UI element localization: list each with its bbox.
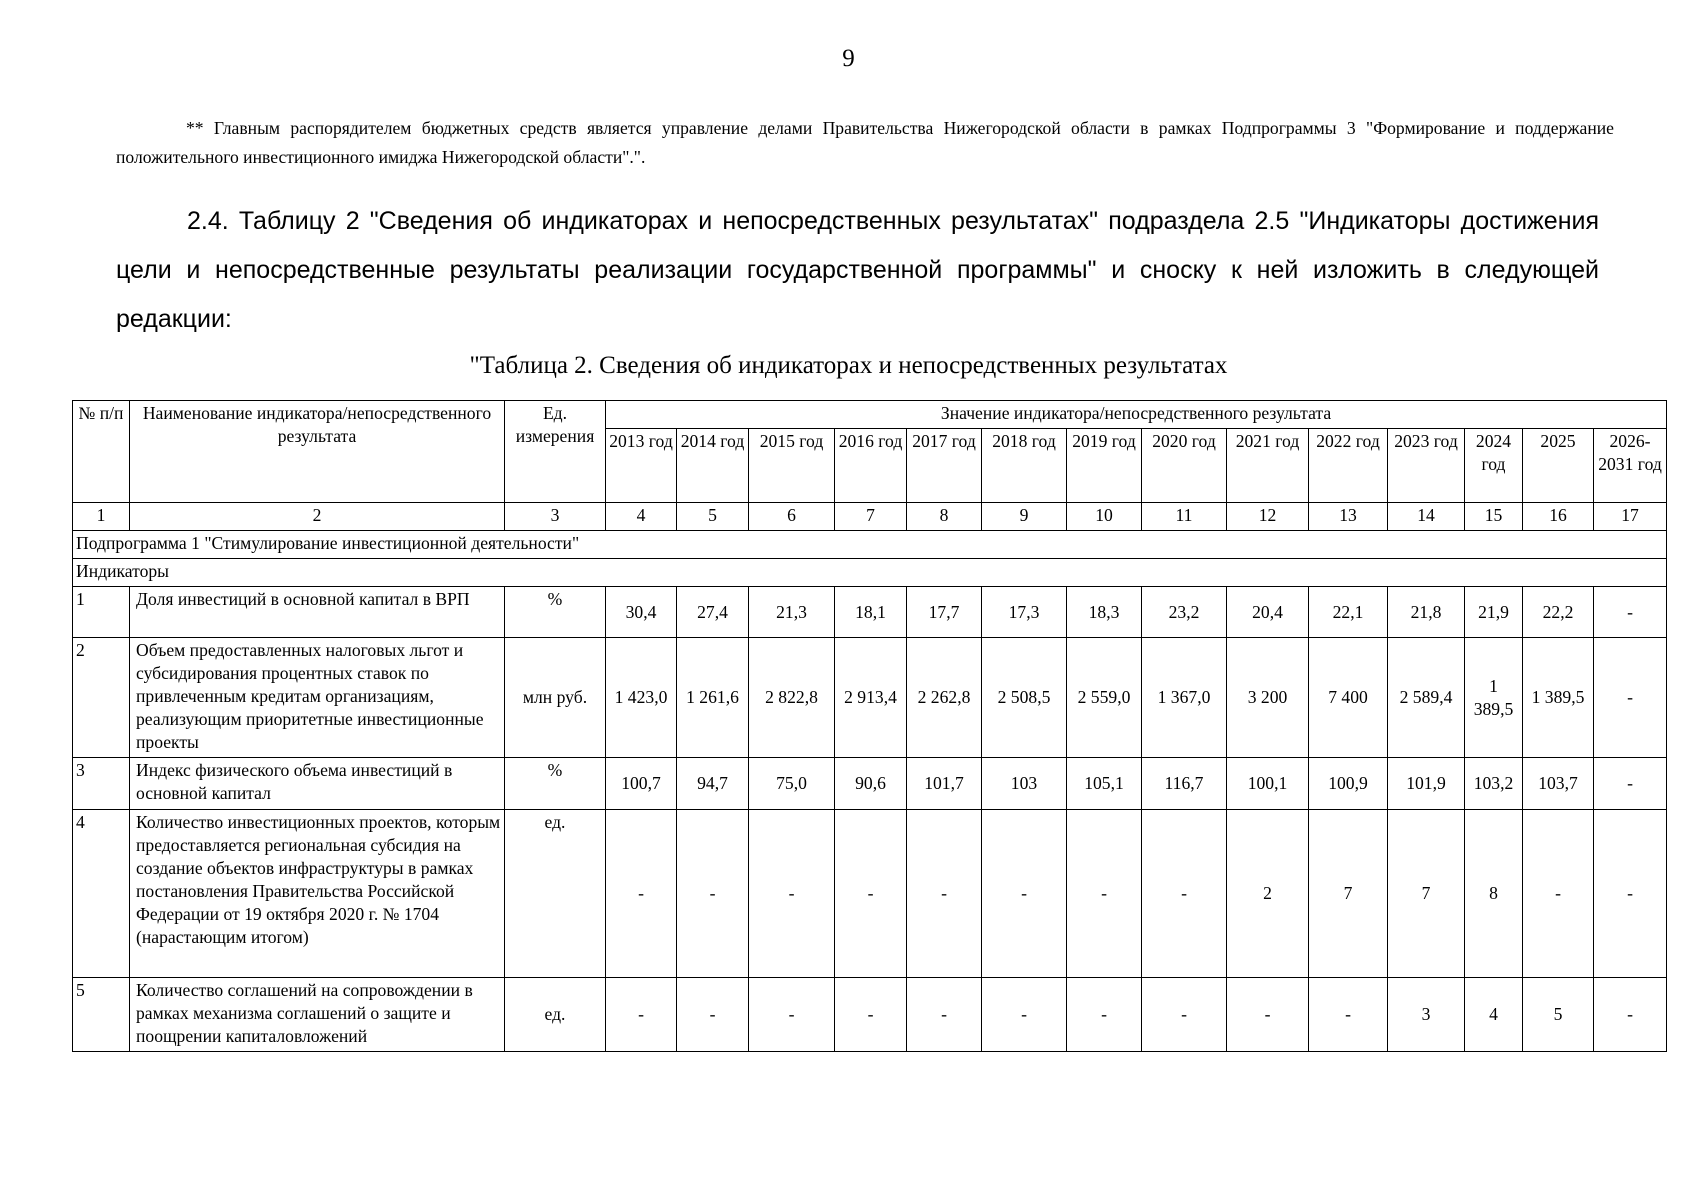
column-number: 7 (835, 503, 907, 531)
indicator-value: - (1067, 978, 1142, 1052)
table-row (73, 810, 1667, 978)
indicator-value: 101,9 (1388, 758, 1465, 810)
table-row (73, 638, 1667, 758)
indicator-value: 1 389,5 (1465, 638, 1523, 758)
indicator-value: 22,2 (1523, 587, 1594, 638)
page-number: 9 (842, 45, 855, 72)
header-year: 2023 год (1388, 429, 1465, 503)
indicator-value: - (677, 978, 749, 1052)
indicator-unit: млн руб. (505, 638, 606, 758)
table-row (73, 758, 1667, 810)
indicator-name: Количество соглашений на сопровождении в рамках механизма соглашений о защите и поощрении капиталовложений (130, 978, 505, 1052)
indicator-value: 1 389,5 (1523, 638, 1594, 758)
indicator-value: 21,3 (749, 587, 835, 638)
subprogram-title: Подпрограмма 1 "Стимулирование инвестиционной деятельности" (73, 531, 1667, 559)
column-number: 17 (1594, 503, 1667, 531)
indicator-value: 4 (1465, 978, 1523, 1052)
subprogram-row (73, 531, 1667, 559)
indicators-section-row (73, 559, 1667, 587)
indicator-value: 100,1 (1227, 758, 1309, 810)
indicator-name: Доля инвестиций в основной капитал в ВРП (130, 587, 505, 638)
indicator-value: - (1594, 587, 1667, 638)
header-year: 2026-2031 год (1594, 429, 1667, 503)
indicator-value: - (1227, 978, 1309, 1052)
indicator-value: 23,2 (1142, 587, 1227, 638)
indicator-value: - (1594, 810, 1667, 978)
header-year: 2017 год (907, 429, 982, 503)
header-year: 2019 год (1067, 429, 1142, 503)
header-year: 2025 (1523, 429, 1594, 503)
column-number: 5 (677, 503, 749, 531)
column-number: 15 (1465, 503, 1523, 531)
indicator-value: - (1142, 978, 1227, 1052)
indicator-value: 100,9 (1309, 758, 1388, 810)
indicator-value: 7 (1388, 810, 1465, 978)
indicator-value: 1 261,6 (677, 638, 749, 758)
indicator-value: 7 (1309, 810, 1388, 978)
indicator-value: - (606, 978, 677, 1052)
indicator-value: 2 913,4 (835, 638, 907, 758)
indicator-unit: ед. (505, 978, 606, 1052)
indicators-table-wrapper (72, 400, 1666, 1052)
indicator-unit: ед. (505, 810, 606, 978)
column-number: 10 (1067, 503, 1142, 531)
indicator-value: 103,2 (1465, 758, 1523, 810)
table-row (73, 587, 1667, 638)
indicator-value: 8 (1465, 810, 1523, 978)
header-num: № п/п (73, 401, 130, 503)
indicator-value: 2 508,5 (982, 638, 1067, 758)
indicator-value: 94,7 (677, 758, 749, 810)
indicator-value: 105,1 (1067, 758, 1142, 810)
indicator-value: - (982, 978, 1067, 1052)
indicator-value: 27,4 (677, 587, 749, 638)
column-number: 6 (749, 503, 835, 531)
indicator-value: 3 (1388, 978, 1465, 1052)
indicator-value: 103 (982, 758, 1067, 810)
header-year: 2018 год (982, 429, 1067, 503)
indicator-value: 20,4 (1227, 587, 1309, 638)
column-number: 16 (1523, 503, 1594, 531)
footnote: ** Главным распорядителем бюджетных средств является управление делами Правительства Нижегородской области в рамках Подпрограммы 3 "Формирование и поддержание положительного инвестиционного имиджа Нижегородской области".". (116, 118, 1614, 167)
indicator-unit: % (505, 758, 606, 810)
row-number: 4 (73, 810, 130, 978)
column-number: 14 (1388, 503, 1465, 531)
indicator-name: Индекс физического объема инвестиций в основной капитал (130, 758, 505, 810)
indicator-value: - (1594, 758, 1667, 810)
indicator-value: 100,7 (606, 758, 677, 810)
header-year: 2024 год (1465, 429, 1523, 503)
column-number: 11 (1142, 503, 1227, 531)
indicator-value: 3 200 (1227, 638, 1309, 758)
indicator-value: - (835, 978, 907, 1052)
column-number: 4 (606, 503, 677, 531)
column-number: 2 (130, 503, 505, 531)
indicator-value: 18,1 (835, 587, 907, 638)
indicator-value: - (835, 810, 907, 978)
indicator-value: 2 262,8 (907, 638, 982, 758)
indicator-value: 2 559,0 (1067, 638, 1142, 758)
indicator-value: - (1594, 978, 1667, 1052)
indicator-value: 101,7 (907, 758, 982, 810)
indicator-value: 18,3 (1067, 587, 1142, 638)
column-number: 1 (73, 503, 130, 531)
indicator-value: - (1309, 978, 1388, 1052)
table-title: "Таблица 2. Сведения об индикаторах и непосредственных результатах (469, 352, 1228, 379)
column-number: 3 (505, 503, 606, 531)
indicator-value: - (749, 978, 835, 1052)
indicator-value: - (606, 810, 677, 978)
header-year: 2022 год (1309, 429, 1388, 503)
column-number: 13 (1309, 503, 1388, 531)
indicator-value: 17,7 (907, 587, 982, 638)
header-year: 2021 год (1227, 429, 1309, 503)
header-year: 2014 год (677, 429, 749, 503)
header-year: 2015 год (749, 429, 835, 503)
header-year: 2020 год (1142, 429, 1227, 503)
indicator-value: 7 400 (1309, 638, 1388, 758)
indicator-rows (73, 587, 1667, 1052)
header-value-group: Значение индикатора/непосредственного результата (606, 401, 1667, 429)
column-number: 12 (1227, 503, 1309, 531)
indicator-value: 2 (1227, 810, 1309, 978)
header-unit: Ед. измерения (505, 401, 606, 503)
indicator-value: 5 (1523, 978, 1594, 1052)
indicator-name: Количество инвестиционных проектов, которым предоставляется региональная субсидия на создание объектов инфраструктуры в рамках постановления Правительства Российской Федерации от 19 октября 2020 г. № 1704 (нарастающим итогом) (130, 810, 505, 978)
indicator-value: - (1523, 810, 1594, 978)
indicator-value: 17,3 (982, 587, 1067, 638)
indicator-value: 2 589,4 (1388, 638, 1465, 758)
indicator-value: 103,7 (1523, 758, 1594, 810)
indicator-value: - (1067, 810, 1142, 978)
indicator-unit: % (505, 587, 606, 638)
indicator-value: 75,0 (749, 758, 835, 810)
row-number: 2 (73, 638, 130, 758)
indicator-value: - (677, 810, 749, 978)
indicator-value: - (1142, 810, 1227, 978)
indicator-value: 21,8 (1388, 587, 1465, 638)
header-name: Наименование индикатора/непосредственного результата (130, 401, 505, 503)
indicator-name: Объем предоставленных налоговых льгот и субсидирования процентных ставок по привлеченным кредитам организациям, реализующим приоритетные инвестиционные проекты (130, 638, 505, 758)
table-header-row (73, 401, 1667, 429)
indicator-value: 30,4 (606, 587, 677, 638)
indicator-value: 1 367,0 (1142, 638, 1227, 758)
indicators-table (72, 400, 1667, 1052)
indicator-value: 2 822,8 (749, 638, 835, 758)
row-number: 1 (73, 587, 130, 638)
indicator-value: - (1594, 638, 1667, 758)
indicator-value: 22,1 (1309, 587, 1388, 638)
column-number: 9 (982, 503, 1067, 531)
indicator-value: - (907, 978, 982, 1052)
row-number: 5 (73, 978, 130, 1052)
indicator-value: - (907, 810, 982, 978)
table-row (73, 978, 1667, 1052)
indicator-value: 21,9 (1465, 587, 1523, 638)
indicator-value: 116,7 (1142, 758, 1227, 810)
indicator-value: - (982, 810, 1067, 978)
indicators-label: Индикаторы (73, 559, 1667, 587)
column-numbers-row (73, 503, 1667, 531)
indicator-value: 1 423,0 (606, 638, 677, 758)
body-paragraph: 2.4. Таблицу 2 "Сведения об индикаторах и непосредственных результатах" подраздела 2.5 "Индикаторы достижения цели и непосредственные результаты реализации государственной программы" и сноску к ней изложить в следующей редакции: (116, 207, 1599, 333)
column-number: 8 (907, 503, 982, 531)
indicator-value: - (749, 810, 835, 978)
header-year: 2016 год (835, 429, 907, 503)
row-number: 3 (73, 758, 130, 810)
indicator-value: 90,6 (835, 758, 907, 810)
header-year: 2013 год (606, 429, 677, 503)
